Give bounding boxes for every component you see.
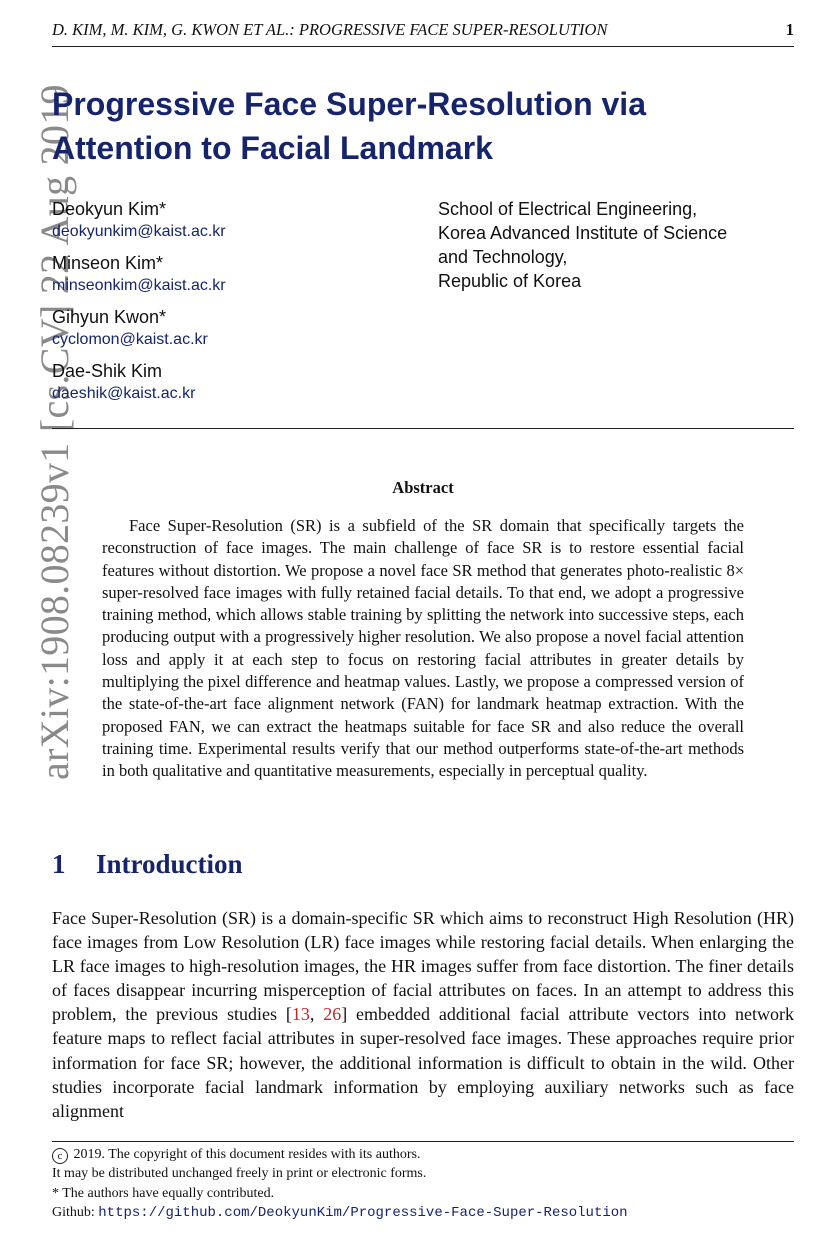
section-title: Introduction — [96, 849, 243, 879]
footnote-divider — [52, 1141, 794, 1142]
author-block — [52, 251, 412, 297]
author-email-link[interactable]: deokyunkim@kaist.ac.kr — [52, 223, 226, 240]
distribution-footnote: It may be distributed unchanged freely in print or electronic forms. — [52, 1166, 427, 1182]
author-block — [52, 197, 412, 243]
affiliation-line: and Technology, — [438, 247, 568, 267]
title-line-2: Attention to Facial Landmark — [52, 130, 493, 166]
running-head-text: D. KIM, M. KIM, G. KWON ET AL.: PROGRESSIVE FACE SUPER-RESOLUTION — [52, 20, 608, 39]
intro-text-part2: ] embedded additional facial attribute vectors into network feature maps to reflect facial attributes in super-resolved face images. These approaches require prior information for face SR; however, the additional information is difficult to obtain in the wild. Other studies incorporate facial landmark information by employing auxiliary networks such as face alignment — [52, 1004, 795, 1121]
section-heading-introduction — [52, 849, 243, 880]
arxiv-watermark: arXiv:1908.08239v1 [cs.CV] 22 Aug 2019 — [32, 84, 77, 780]
github-footnote — [52, 1203, 794, 1223]
citation-separator: , — [309, 1004, 324, 1025]
copyright-text: 2019. The copyright of this document resides with its authors. — [73, 1147, 421, 1162]
title-line-1: Progressive Face Super-Resolution via — [52, 86, 646, 122]
github-url-link[interactable]: https://github.com/DeokyunKim/Progressive-Face-Super-Resolution — [98, 1205, 628, 1222]
equal-contribution-footnote: * The authors have equally contributed. — [52, 1185, 275, 1201]
abstract-text: Face Super-Resolution (SR) is a subfield of the SR domain that specifically targets the reconstruction of face images. The main challenge of face SR is to restore essential facial features without distortion. We propose a novel face SR method that generates photo-realistic 8× super-resolved face images with fully retained facial details. To that end, we adopt a progressive training method, which allows stable training by splitting the network into successive steps, each producing output with a progressively higher resolution. We also propose a novel facial attention loss and apply it at each step to focus on restoring facial attributes in greater details by multiplying the pixel difference and heatmap values. Lastly, we propose a compressed version of the state-of-the-art face alignment network (FAN) for landmark heatmap extraction. With the proposed FAN, we can extract the heatmaps suitable for face SR and also reduce the overall training time. Experimental results verify that our method outperforms state-of-the-art methods in both qualitative and quantitative measurements, especially in perceptual quality. — [102, 516, 744, 781]
author-block — [52, 359, 412, 405]
citation-link[interactable]: 13 — [291, 1004, 310, 1025]
author-list — [52, 197, 412, 413]
github-label: Github: — [52, 1205, 95, 1221]
affiliation-line: School of Electrical Engineering, — [438, 199, 698, 219]
citation-link[interactable]: 26 — [323, 1004, 342, 1025]
introduction-paragraph — [52, 906, 794, 1123]
copyright-footnote — [52, 1145, 794, 1164]
author-name: Gihyun Kwon* — [52, 307, 167, 327]
affiliation — [438, 197, 798, 293]
author-email-link[interactable]: daeshik@kaist.ac.kr — [52, 385, 196, 402]
affiliation-line: Korea Advanced Institute of Science — [438, 223, 728, 243]
header-divider — [52, 428, 794, 429]
running-head — [52, 20, 794, 47]
author-email-link[interactable]: minseonkim@kaist.ac.kr — [52, 277, 226, 294]
section-number: 1 — [52, 849, 66, 879]
abstract-heading: Abstract — [392, 478, 454, 497]
author-name: Minseon Kim* — [52, 253, 164, 273]
affiliation-line: Republic of Korea — [438, 271, 582, 291]
author-block — [52, 305, 412, 351]
paper-title — [52, 82, 772, 170]
copyright-icon: c — [52, 1148, 68, 1164]
page-number: 1 — [785, 20, 794, 39]
author-name: Dae-Shik Kim — [52, 361, 163, 381]
author-email-link[interactable]: cyclomon@kaist.ac.kr — [52, 331, 208, 348]
intro-text-part1: Face Super-Resolution (SR) is a domain-specific SR which aims to reconstruct High Resolution (HR) face images from Low Resolution (LR) face images while restoring facial details. When enlarging the LR face images to high-resolution images, the HR images suffer from face distortion. The finer details of faces disappear incurring misperception of facial attributes on faces. In an attempt to address this problem, the previous studies [ — [52, 908, 794, 1025]
footnotes — [52, 1145, 794, 1224]
author-name: Deokyun Kim* — [52, 199, 167, 219]
